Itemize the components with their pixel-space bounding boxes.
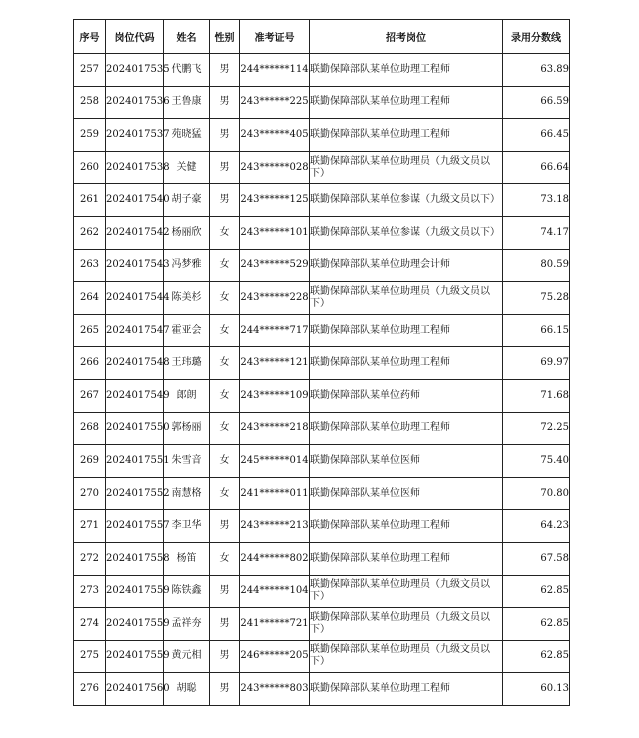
gender-cell: 女 [210, 347, 240, 380]
candidate-name-cell: 杨丽欣 [164, 216, 210, 249]
post-code-cell: 2024017548 [106, 347, 164, 380]
score-line-cell: 63.89 [503, 54, 570, 87]
candidate-name-cell: 朱雪音 [164, 445, 210, 478]
header-name: 姓名 [164, 20, 210, 54]
header-gender: 性别 [210, 20, 240, 54]
ticket-number-cell: 241******721 [240, 608, 310, 641]
position-cell: 联勤保障部队某单位助理员（九级文员以下） [310, 575, 503, 608]
post-code-cell: 2024017552 [106, 477, 164, 510]
score-line-cell: 69.97 [503, 347, 570, 380]
candidate-name-cell: 代鹏飞 [164, 54, 210, 87]
position-cell: 联勤保障部队某单位医师 [310, 445, 503, 478]
row-number-cell: 262 [74, 216, 106, 249]
position-cell: 联勤保障部队某单位助理员（九级文员以下） [310, 608, 503, 641]
row-number-cell: 268 [74, 412, 106, 445]
row-number-cell: 266 [74, 347, 106, 380]
gender-cell: 女 [210, 445, 240, 478]
post-code-cell: 2024017557 [106, 510, 164, 543]
ticket-number-cell: 244******717 [240, 314, 310, 347]
ticket-number-cell: 243******529 [240, 249, 310, 282]
table-row [74, 282, 570, 315]
candidate-name-cell: 关健 [164, 151, 210, 184]
position-cell: 联勤保障部队某单位助理工程师 [310, 314, 503, 347]
row-number-cell: 275 [74, 640, 106, 673]
row-number-cell: 265 [74, 314, 106, 347]
results-table [73, 19, 570, 706]
table-body [74, 54, 570, 706]
position-cell: 联勤保障部队某单位助理会计师 [310, 249, 503, 282]
candidate-name-cell: 苑晓猛 [164, 119, 210, 152]
row-number-cell: 263 [74, 249, 106, 282]
position-cell: 联勤保障部队某单位参谋（九级文员以下） [310, 216, 503, 249]
position-cell: 联勤保障部队某单位助理工程师 [310, 412, 503, 445]
gender-cell: 男 [210, 608, 240, 641]
score-line-cell: 60.13 [503, 673, 570, 706]
gender-cell: 男 [210, 673, 240, 706]
ticket-number-cell: 243******405 [240, 119, 310, 152]
table-row [74, 412, 570, 445]
gender-cell: 女 [210, 412, 240, 445]
candidate-name-cell: 王鲁康 [164, 86, 210, 119]
position-cell: 联勤保障部队某单位参谋（九级文员以下） [310, 184, 503, 217]
gender-cell: 男 [210, 640, 240, 673]
candidate-name-cell: 李卫华 [164, 510, 210, 543]
score-line-cell: 66.45 [503, 119, 570, 152]
header-no: 序号 [74, 20, 106, 54]
table-row [74, 216, 570, 249]
gender-cell: 女 [210, 249, 240, 282]
post-code-cell: 2024017550 [106, 412, 164, 445]
ticket-number-cell: 246******205 [240, 640, 310, 673]
score-line-cell: 62.85 [503, 608, 570, 641]
gender-cell: 男 [210, 86, 240, 119]
header-score-line: 录用分数线 [503, 20, 570, 54]
ticket-number-cell: 243******125 [240, 184, 310, 217]
table-row [74, 86, 570, 119]
row-number-cell: 257 [74, 54, 106, 87]
table-row [74, 575, 570, 608]
ticket-number-cell: 243******225 [240, 86, 310, 119]
row-number-cell: 260 [74, 151, 106, 184]
table-row [74, 151, 570, 184]
row-number-cell: 259 [74, 119, 106, 152]
score-line-cell: 80.59 [503, 249, 570, 282]
ticket-number-cell: 243******213 [240, 510, 310, 543]
table-row [74, 673, 570, 706]
candidate-name-cell: 南慧格 [164, 477, 210, 510]
row-number-cell: 258 [74, 86, 106, 119]
position-cell: 联勤保障部队某单位助理员（九级文员以下） [310, 282, 503, 315]
post-code-cell: 2024017559 [106, 640, 164, 673]
row-number-cell: 264 [74, 282, 106, 315]
table-row [74, 510, 570, 543]
row-number-cell: 272 [74, 542, 106, 575]
header-position: 招考岗位 [310, 20, 503, 54]
position-cell: 联勤保障部队某单位药师 [310, 379, 503, 412]
row-number-cell: 269 [74, 445, 106, 478]
ticket-number-cell: 243******218 [240, 412, 310, 445]
ticket-number-cell: 244******802 [240, 542, 310, 575]
score-line-cell: 73.18 [503, 184, 570, 217]
score-line-cell: 66.59 [503, 86, 570, 119]
position-cell: 联勤保障部队某单位助理工程师 [310, 542, 503, 575]
ticket-number-cell: 243******109 [240, 379, 310, 412]
table-row [74, 184, 570, 217]
row-number-cell: 276 [74, 673, 106, 706]
candidate-name-cell: 郭杨丽 [164, 412, 210, 445]
ticket-number-cell: 245******014 [240, 445, 310, 478]
candidate-name-cell: 王玮璐 [164, 347, 210, 380]
gender-cell: 女 [210, 379, 240, 412]
header-ticket-number: 准考证号 [240, 20, 310, 54]
candidate-name-cell: 陈美杉 [164, 282, 210, 315]
post-code-cell: 2024017558 [106, 542, 164, 575]
score-line-cell: 72.25 [503, 412, 570, 445]
candidate-name-cell: 陈铁鑫 [164, 575, 210, 608]
header-post-code: 岗位代码 [106, 20, 164, 54]
post-code-cell: 2024017536 [106, 86, 164, 119]
ticket-number-cell: 243******803 [240, 673, 310, 706]
gender-cell: 男 [210, 54, 240, 87]
table-row [74, 119, 570, 152]
gender-cell: 女 [210, 282, 240, 315]
candidate-name-cell: 胡聪 [164, 673, 210, 706]
position-cell: 联勤保障部队某单位助理工程师 [310, 119, 503, 152]
gender-cell: 男 [210, 119, 240, 152]
candidate-name-cell: 杨笛 [164, 542, 210, 575]
ticket-number-cell: 243******121 [240, 347, 310, 380]
position-cell: 联勤保障部队某单位助理工程师 [310, 347, 503, 380]
ticket-number-cell: 243******228 [240, 282, 310, 315]
score-line-cell: 75.28 [503, 282, 570, 315]
candidate-name-cell: 霍亚会 [164, 314, 210, 347]
row-number-cell: 274 [74, 608, 106, 641]
post-code-cell: 2024017537 [106, 119, 164, 152]
table-row [74, 249, 570, 282]
row-number-cell: 267 [74, 379, 106, 412]
header-row [74, 20, 570, 54]
table-row [74, 445, 570, 478]
post-code-cell: 2024017547 [106, 314, 164, 347]
score-line-cell: 71.68 [503, 379, 570, 412]
gender-cell: 男 [210, 510, 240, 543]
ticket-number-cell: 243******028 [240, 151, 310, 184]
position-cell: 联勤保障部队某单位助理工程师 [310, 54, 503, 87]
post-code-cell: 2024017551 [106, 445, 164, 478]
table-row [74, 608, 570, 641]
score-line-cell: 62.85 [503, 640, 570, 673]
candidate-name-cell: 孟祥夯 [164, 608, 210, 641]
gender-cell: 女 [210, 542, 240, 575]
gender-cell: 男 [210, 151, 240, 184]
post-code-cell: 2024017535 [106, 54, 164, 87]
ticket-number-cell: 244******114 [240, 54, 310, 87]
table-row [74, 640, 570, 673]
position-cell: 联勤保障部队某单位助理工程师 [310, 673, 503, 706]
row-number-cell: 261 [74, 184, 106, 217]
score-line-cell: 70.80 [503, 477, 570, 510]
post-code-cell: 2024017538 [106, 151, 164, 184]
table-row [74, 54, 570, 87]
score-line-cell: 67.58 [503, 542, 570, 575]
table-row [74, 347, 570, 380]
post-code-cell: 2024017559 [106, 575, 164, 608]
candidate-name-cell: 冯梦雅 [164, 249, 210, 282]
table-row [74, 477, 570, 510]
ticket-number-cell: 243******101 [240, 216, 310, 249]
gender-cell: 女 [210, 314, 240, 347]
position-cell: 联勤保障部队某单位助理工程师 [310, 86, 503, 119]
score-line-cell: 66.64 [503, 151, 570, 184]
gender-cell: 女 [210, 477, 240, 510]
ticket-number-cell: 244******104 [240, 575, 310, 608]
candidate-name-cell: 郎朗 [164, 379, 210, 412]
row-number-cell: 273 [74, 575, 106, 608]
position-cell: 联勤保障部队某单位医师 [310, 477, 503, 510]
post-code-cell: 2024017559 [106, 608, 164, 641]
table-row [74, 314, 570, 347]
table-row [74, 379, 570, 412]
score-line-cell: 64.23 [503, 510, 570, 543]
post-code-cell: 2024017549 [106, 379, 164, 412]
row-number-cell: 271 [74, 510, 106, 543]
candidate-name-cell: 黄元相 [164, 640, 210, 673]
score-line-cell: 62.85 [503, 575, 570, 608]
post-code-cell: 2024017542 [106, 216, 164, 249]
position-cell: 联勤保障部队某单位助理员（九级文员以下） [310, 151, 503, 184]
candidate-name-cell: 胡子豪 [164, 184, 210, 217]
position-cell: 联勤保障部队某单位助理工程师 [310, 510, 503, 543]
post-code-cell: 2024017544 [106, 282, 164, 315]
row-number-cell: 270 [74, 477, 106, 510]
gender-cell: 女 [210, 216, 240, 249]
score-line-cell: 74.17 [503, 216, 570, 249]
score-line-cell: 75.40 [503, 445, 570, 478]
ticket-number-cell: 241******011 [240, 477, 310, 510]
position-cell: 联勤保障部队某单位助理员（九级文员以下） [310, 640, 503, 673]
post-code-cell: 2024017540 [106, 184, 164, 217]
gender-cell: 男 [210, 575, 240, 608]
post-code-cell: 2024017543 [106, 249, 164, 282]
gender-cell: 男 [210, 184, 240, 217]
score-line-cell: 66.15 [503, 314, 570, 347]
post-code-cell: 2024017560 [106, 673, 164, 706]
table-row [74, 542, 570, 575]
